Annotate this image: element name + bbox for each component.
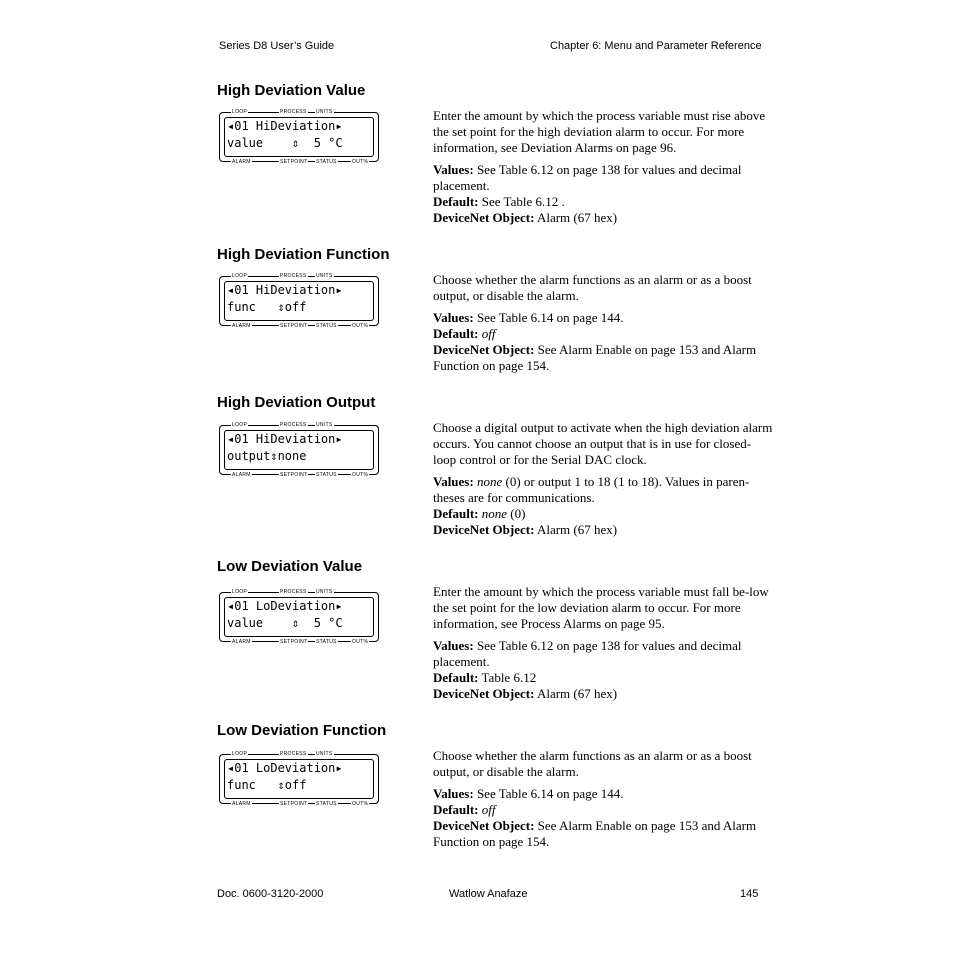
lcd-label-units: UNITS <box>316 422 333 428</box>
lcd-line-1: ◂01 HiDeviation▸ <box>227 119 343 133</box>
values-line: Values: See Table 6.12 on page 138 for values and decimal placement. <box>433 638 742 669</box>
lcd-label-status: STATUS <box>316 323 337 329</box>
default-line: Default: off <box>433 802 496 817</box>
lcd-line-1: ◂01 LoDeviation▸ <box>227 599 343 613</box>
section-title: High Deviation Output <box>217 394 376 411</box>
lcd-display <box>219 106 381 170</box>
lcd-line-2: output⇕none <box>227 449 307 463</box>
footer-doc-number: Doc. 0600-3120-2000 <box>217 888 324 900</box>
lcd-line-1: ◂01 HiDeviation▸ <box>227 432 343 446</box>
values-line: Values: See Table 6.12 on page 138 for values and decimal placement. <box>433 162 742 193</box>
description: Choose whether the alarm functions as an alarm or as a boost output, or disable the alarm. <box>433 272 752 303</box>
lcd-label-units: UNITS <box>316 751 333 757</box>
lcd-display <box>219 270 381 334</box>
values-line: Values: See Table 6.14 on page 144. <box>433 786 624 801</box>
description: Choose whether the alarm functions as an alarm or as a boost output, or disable the alarm. <box>433 748 752 779</box>
lcd-line-1: ◂01 LoDeviation▸ <box>227 761 343 775</box>
lcd-label-setpoint: SETPOINT <box>280 159 308 165</box>
lcd-line-2: value ⇕ 5 °C <box>227 616 343 630</box>
lcd-label-setpoint: SETPOINT <box>280 639 308 645</box>
section-body <box>433 584 773 702</box>
lcd-label-status: STATUS <box>316 639 337 645</box>
lcd-label-alarm: ALARM <box>232 323 251 329</box>
lcd-label-alarm: ALARM <box>232 801 251 807</box>
lcd-label-out: OUT% <box>352 159 369 165</box>
footer-company: Watlow Anafaze <box>449 888 528 900</box>
lcd-label-status: STATUS <box>316 801 337 807</box>
lcd-label-setpoint: SETPOINT <box>280 801 308 807</box>
lcd-label-process: PROCESS <box>280 273 307 279</box>
lcd-label-out: OUT% <box>352 472 369 478</box>
lcd-label-units: UNITS <box>316 589 333 595</box>
lcd-label-alarm: ALARM <box>232 159 251 165</box>
section-body <box>433 108 773 226</box>
section-body <box>433 748 773 850</box>
section-title: High Deviation Function <box>217 246 390 263</box>
lcd-label-out: OUT% <box>352 639 369 645</box>
lcd-line-2: value ⇕ 5 °C <box>227 136 343 150</box>
lcd-display <box>219 748 381 812</box>
lcd-label-units: UNITS <box>316 109 333 115</box>
lcd-line-1: ◂01 HiDeviation▸ <box>227 283 343 297</box>
lcd-label-loop: LOOP <box>232 109 248 115</box>
section-body <box>433 272 773 374</box>
values-line: Values: See Table 6.14 on page 144. <box>433 310 624 325</box>
lcd-label-alarm: ALARM <box>232 639 251 645</box>
lcd-label-process: PROCESS <box>280 751 307 757</box>
description: Choose a digital output to activate when the high deviation alarm occurs. You cannot choose an output that is in use for closed-loop control or for the Serial DAC clock. <box>433 420 773 467</box>
header-right: Chapter 6: Menu and Parameter Reference <box>550 40 762 52</box>
default-line: Default: off <box>433 326 496 341</box>
lcd-line-2: func ⇕off <box>227 778 307 792</box>
lcd-display <box>219 586 381 650</box>
lcd-line-2: func ⇕off <box>227 300 307 314</box>
default-line: Default: none (0) <box>433 506 526 521</box>
object-line: DeviceNet Object: Alarm (67 hex) <box>433 522 618 537</box>
object-line: DeviceNet Object: Alarm (67 hex) <box>433 686 618 701</box>
object-line: DeviceNet Object: Alarm (67 hex) <box>433 210 618 225</box>
description: Enter the amount by which the process variable must rise above the set point for the high deviation alarm to occur. For more information, see Deviation Alarms on page 96. <box>433 108 766 155</box>
lcd-label-loop: LOOP <box>232 589 248 595</box>
lcd-label-loop: LOOP <box>232 422 248 428</box>
page-number: 145 <box>740 888 759 900</box>
section-body <box>433 420 773 538</box>
section-title: High Deviation Value <box>217 82 366 99</box>
lcd-label-status: STATUS <box>316 159 337 165</box>
lcd-label-setpoint: SETPOINT <box>280 472 308 478</box>
lcd-label-status: STATUS <box>316 472 337 478</box>
object-line: DeviceNet Object: See Alarm Enable on page 153 and Alarm Function on page 154. <box>433 818 757 849</box>
header-left: Series D8 User’s Guide <box>219 40 335 52</box>
default-line: Default: Table 6.12 <box>433 670 537 685</box>
default-line: Default: See Table 6.12 . <box>433 194 565 209</box>
lcd-label-alarm: ALARM <box>232 472 251 478</box>
lcd-label-process: PROCESS <box>280 109 307 115</box>
lcd-label-out: OUT% <box>352 323 369 329</box>
object-line: DeviceNet Object: See Alarm Enable on page 153 and Alarm Function on page 154. <box>433 342 757 373</box>
lcd-label-loop: LOOP <box>232 751 248 757</box>
lcd-label-out: OUT% <box>352 801 369 807</box>
lcd-label-units: UNITS <box>316 273 333 279</box>
lcd-label-setpoint: SETPOINT <box>280 323 308 329</box>
lcd-display <box>219 419 381 483</box>
lcd-label-loop: LOOP <box>232 273 248 279</box>
description: Enter the amount by which the process variable must fall be-low the set point for the low deviation alarm to occur. For more information, see Process Alarms on page 95. <box>433 584 769 631</box>
section-title: Low Deviation Function <box>217 722 387 739</box>
section-title: Low Deviation Value <box>217 558 363 575</box>
lcd-label-process: PROCESS <box>280 589 307 595</box>
values-line: Values: none (0) or output 1 to 18 (1 to 18). Values in paren-theses are for communications. <box>433 474 750 505</box>
lcd-label-process: PROCESS <box>280 422 307 428</box>
